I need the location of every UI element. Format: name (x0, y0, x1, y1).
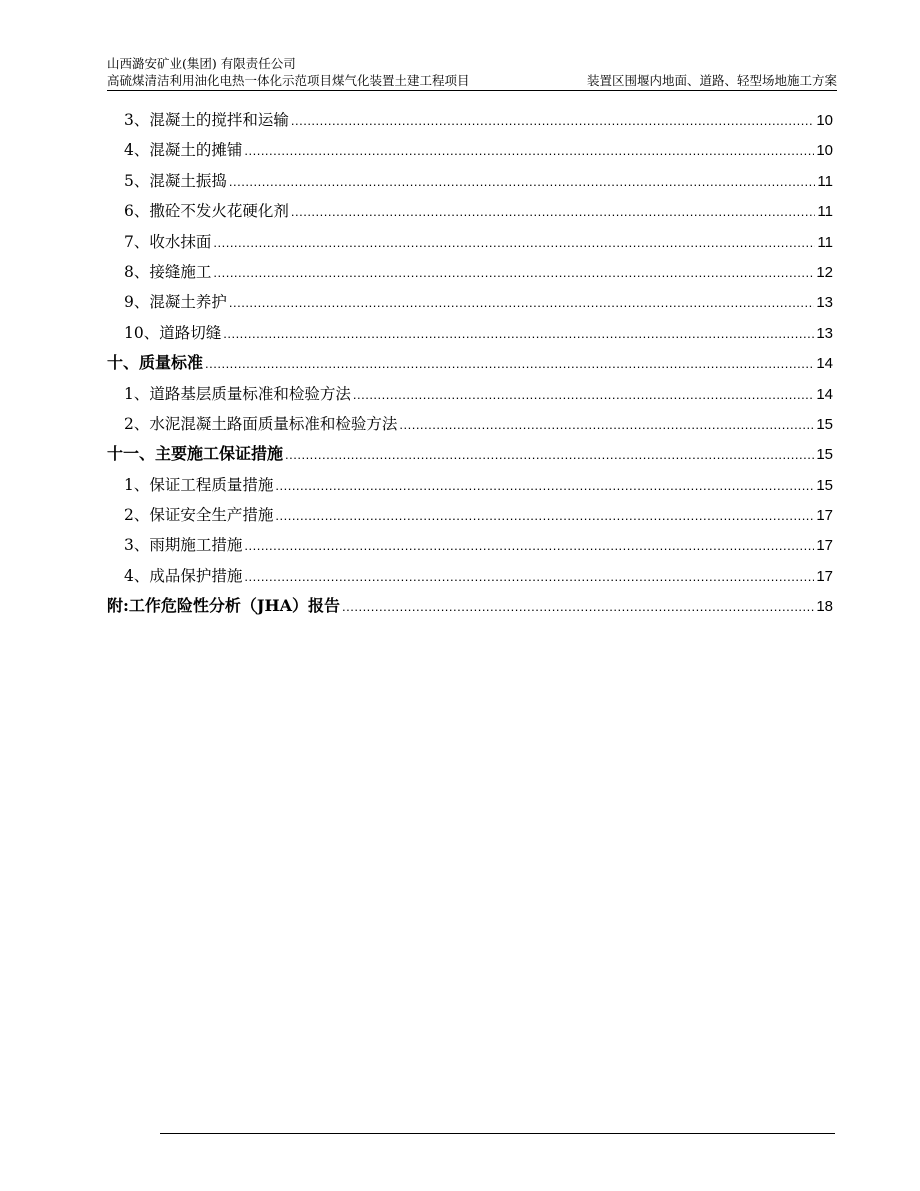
toc-entry-title: 十一、主要施工保证措施 (107, 444, 284, 464)
toc-entry-page: 11 (817, 233, 833, 251)
toc-leader-dots (353, 380, 814, 410)
footer-divider (160, 1133, 835, 1134)
toc-entry[interactable] (107, 227, 833, 257)
toc-entry-title: 5、混凝土振捣 (124, 171, 227, 190)
toc-leader-dots (275, 501, 814, 531)
toc-entry-page: 10 (816, 112, 833, 129)
toc-leader-dots (291, 197, 816, 227)
toc-entry-page: 13 (816, 294, 833, 312)
toc-entry-title: 4、成品保护措施 (124, 566, 243, 585)
toc-entry-page: 10 (816, 142, 833, 160)
toc-entry-page: 15 (816, 476, 833, 494)
toc-entry-title: 10、道路切缝 (124, 323, 222, 342)
header-project-line (107, 72, 837, 89)
toc-entry-title: 9、混凝土养护 (124, 293, 227, 312)
toc-entry[interactable] (107, 287, 833, 317)
toc-section-entry[interactable] (107, 591, 833, 621)
toc-entry-page: 13 (816, 324, 833, 342)
toc-entry-title: 3、混凝土的搅拌和运输 (124, 111, 289, 129)
toc-entry[interactable] (107, 561, 833, 591)
toc-entry-title: 2、保证安全生产措施 (124, 506, 274, 525)
toc-entry[interactable] (107, 470, 833, 500)
toc-entry-page: 14 (816, 355, 833, 373)
toc-entry[interactable] (107, 105, 833, 135)
toc-section-entry[interactable] (107, 348, 833, 378)
toc-leader-dots (342, 592, 814, 622)
header-document-title: 装置区围堰内地面、道路、轻型场地施工方案 (586, 73, 837, 88)
toc-entry[interactable] (107, 409, 833, 439)
toc-entry[interactable] (107, 500, 833, 530)
toc-leader-dots (229, 167, 816, 197)
toc-entry[interactable] (107, 257, 833, 287)
toc-entry-title: 附:工作危险性分析（JHA）报告 (107, 596, 341, 616)
toc-entry-page: 15 (816, 415, 833, 433)
toc-entry-title: 1、保证工程质量措施 (124, 475, 274, 494)
header-divider (107, 90, 837, 91)
toc-entry-page: 17 (816, 507, 833, 525)
toc-entry-page: 11 (817, 203, 833, 221)
toc-leader-dots (205, 349, 814, 379)
toc-leader-dots (223, 319, 814, 349)
toc-entry-page: 18 (816, 598, 833, 616)
toc-leader-dots (244, 562, 814, 592)
page-header (107, 55, 837, 89)
toc-leader-dots (213, 228, 815, 258)
table-of-contents (107, 105, 833, 622)
toc-entry-title: 6、撒砼不发火花硬化剂 (124, 202, 289, 221)
toc-entry[interactable] (107, 379, 833, 409)
toc-entry-title: 2、水泥混凝土路面质量标准和检验方法 (124, 414, 398, 433)
toc-entry[interactable] (107, 166, 833, 196)
toc-leader-dots (285, 440, 814, 470)
toc-entry-title: 3、雨期施工措施 (124, 536, 243, 555)
toc-entry-title: 十、质量标准 (107, 353, 204, 373)
toc-entry-title: 4、混凝土的摊铺 (124, 141, 243, 160)
toc-entry-page: 11 (817, 172, 833, 190)
toc-entry-page: 17 (816, 567, 833, 585)
toc-entry-title: 1、道路基层质量标准和检验方法 (124, 384, 351, 403)
toc-leader-dots (244, 531, 814, 561)
toc-leader-dots (213, 258, 814, 288)
toc-entry-page: 17 (816, 537, 833, 555)
toc-leader-dots (291, 106, 814, 136)
toc-entry-page: 14 (816, 385, 833, 403)
toc-section-entry[interactable] (107, 439, 833, 469)
toc-entry[interactable] (107, 318, 833, 348)
toc-entry-page: 15 (816, 446, 833, 464)
toc-entry-page: 12 (816, 263, 833, 281)
header-company: 山西潞安矿业(集团) 有限责任公司 (107, 56, 296, 71)
toc-entry-title: 8、接缝施工 (124, 262, 212, 281)
header-project: 高硫煤清洁利用油化电热一体化示范项目煤气化装置土建工程项目 (107, 73, 470, 88)
toc-entry[interactable] (107, 135, 833, 165)
toc-leader-dots (244, 136, 814, 166)
toc-leader-dots (229, 288, 814, 318)
toc-leader-dots (399, 410, 814, 440)
toc-leader-dots (275, 471, 814, 501)
toc-entry[interactable] (107, 530, 833, 560)
toc-entry[interactable] (107, 196, 833, 226)
toc-entry-title: 7、收水抹面 (124, 232, 212, 251)
